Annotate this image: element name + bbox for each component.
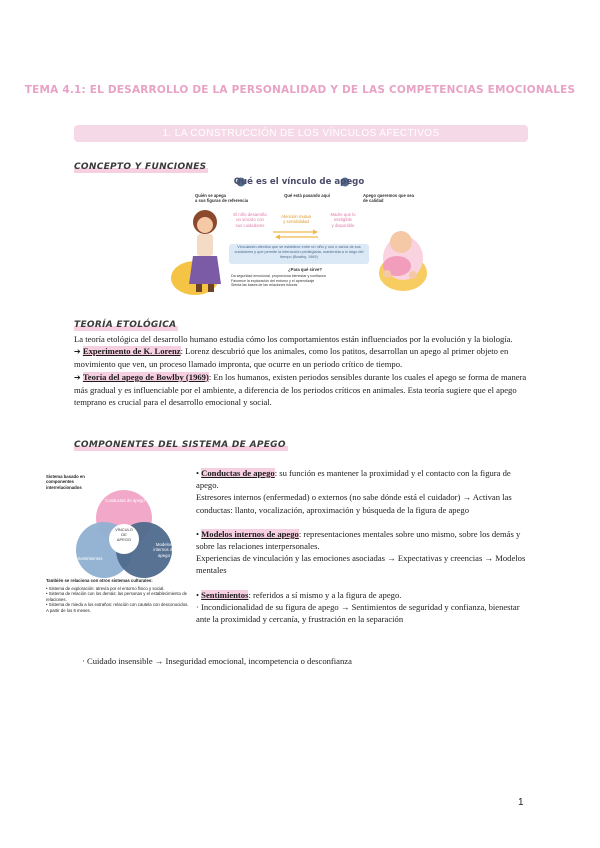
concepto-heading: CONCEPTO Y FUNCIONES [74,162,207,172]
lorenz-label: Experimento de K. Lorenz [82,346,181,357]
conductas-detail: Estresores internos (enfermedad) o externos (no sabe dónde está el cuidador) → Activan las conductas: llanto, vocalización, aproximación y búsqueda de la figura de apego [196,492,512,515]
mother-figure [189,210,221,292]
teoria-heading: TEORÍA ETOLÓGICA [74,320,177,330]
modelos-detail: Experiencias de vinculación y las emociones asociadas → Expectativas y creencias → Modelos mentales [196,553,526,576]
infographic-right-box: Madre que lo inteligible y disponible [330,212,356,228]
venn-diagram [44,470,192,640]
infographic-bullet: Favorece la exploración del entorno y el aprendizaje [231,278,315,283]
sentimientos-detail: · Incondicionalidad de su figura de apego → Sentimientos de seguridad y confianza, bienestar ante la proximidad y cercanía, y frustración en la separación [196,601,520,625]
venn-label-modelos: Modelos internos de apego [153,542,175,558]
modelos-label: Modelos internos de apego [201,528,299,539]
infographic-bullets [231,274,371,288]
teoria-body [74,333,530,408]
componente-conductas: • Conductas de apego: su función es mantener la proximidad y el contacto con la figura de apego. [196,468,511,491]
venn-bottom-bullet: • Sistema de miedo a los extraños: relación con cautela con desconocidos. A partir de los 6 meses. [46,602,189,613]
componente-sentimientos: • Sentimientos: referidos a sí mismo y a la figura de apego. [196,589,402,600]
main-title: TEMA 4.1: EL DESARROLLO DE LA PERSONALIDAD Y DE LAS COMPETENCIAS EMOCIONALES [24,84,576,96]
venn-bottom-list [46,586,192,613]
venn-top-caption: Sistema basado en componentes interrelacionados [46,474,85,490]
apego-infographic [167,176,431,296]
componentes-list [196,467,530,625]
bowlby-paragraph [74,371,530,409]
infographic-bullet: Sienta las bases de las relaciones futuras [231,283,298,288]
infographic-right-label: Apego queremos que sea de calidad [363,193,414,203]
venn-label-conductas: Conductas de apego [105,498,145,503]
componente-modelos: • Modelos internos de apego: representaciones mentales sobre uno mismo, sobre los demás y sobre las relaciones interpersonales. [196,528,521,552]
sentimientos-detail-2: · Cuidado insensible → Inseguridad emocional, incompetencia o desconfianza [82,656,352,666]
infographic-title: Qué es el vínculo de apego [233,177,365,187]
teoria-intro: La teoría etológica del desarrollo humano estudia cómo los comportamientos están influenciados por la evolución y la biología. [74,334,513,344]
venn-bottom-bullet: • Sistema de relación con los demás: las personas y el establecimiento de relaciones. [46,591,187,602]
infographic-middle-label: Qué está pasando aquí [284,193,330,198]
lorenz-paragraph [74,345,530,370]
infographic-left-box: El niño desarrolla un vínculo con sus cuidadores [233,212,267,228]
infographic-middle-box: Atención mutua y sensibilidad [281,214,311,225]
conductas-label: Conductas de apego [201,468,275,478]
section-banner: 1. LA CONSTRUCCIÓN DE LOS VÍNCULOS AFECTIVOS [74,125,528,142]
arrow-icon: ➔ [74,347,81,357]
infographic-bullet: Da seguridad emocional, proporciona bienestar y confianza [231,274,326,278]
bowlby-text: : En los humanos, existen periodos sensibles durante los cuales el apego se forma de manera más gradual y es influenciable por el ambiente, a diferencia de los periodos críticos en animales. Esta teoría sugiere que el apego temprano es crucial para el desarrollo emocional y social. [74,371,527,408]
venn-label-sentimientos: Sentimientos [77,556,103,561]
bowlby-label: Teoría del apego de Bowlby (1969) [82,371,209,382]
infographic-list-title: ¿Para qué sirve? [288,267,322,272]
venn-bottom-title: También se relaciona con otros sistemas culturales: [46,578,153,583]
venn-center-label: VÍNCULO DE APEGO [115,527,133,542]
componentes-heading: COMPONENTES DEL SISTEMA DE APEGO [74,440,286,450]
lorenz-text: : Lorenz descubrió que los animales, como los patitos, desarrollan un apego al primer objeto en movimiento que ven, un proceso llamado impronta, que ocurre en un periodo crítico de tiempo. [74,346,509,370]
sentimientos-label: Sentimientos [201,589,249,600]
arrow-icon: ➔ [74,372,81,382]
infographic-left-label: Quién se apega a sus figuras de referencia [195,193,249,203]
infographic-definition: Vinculación afectiva que se establece entre un niño y uno o varios de sus cuidadores y que permite la interacción privilegiada, mantenida a lo largo del tiempo (Bowlby, 1969) [234,245,364,259]
page-number: 1 [518,797,524,808]
venn-bottom-bullet: • Sistema de exploración: atrevía por el entorno físico y social. [46,586,165,591]
